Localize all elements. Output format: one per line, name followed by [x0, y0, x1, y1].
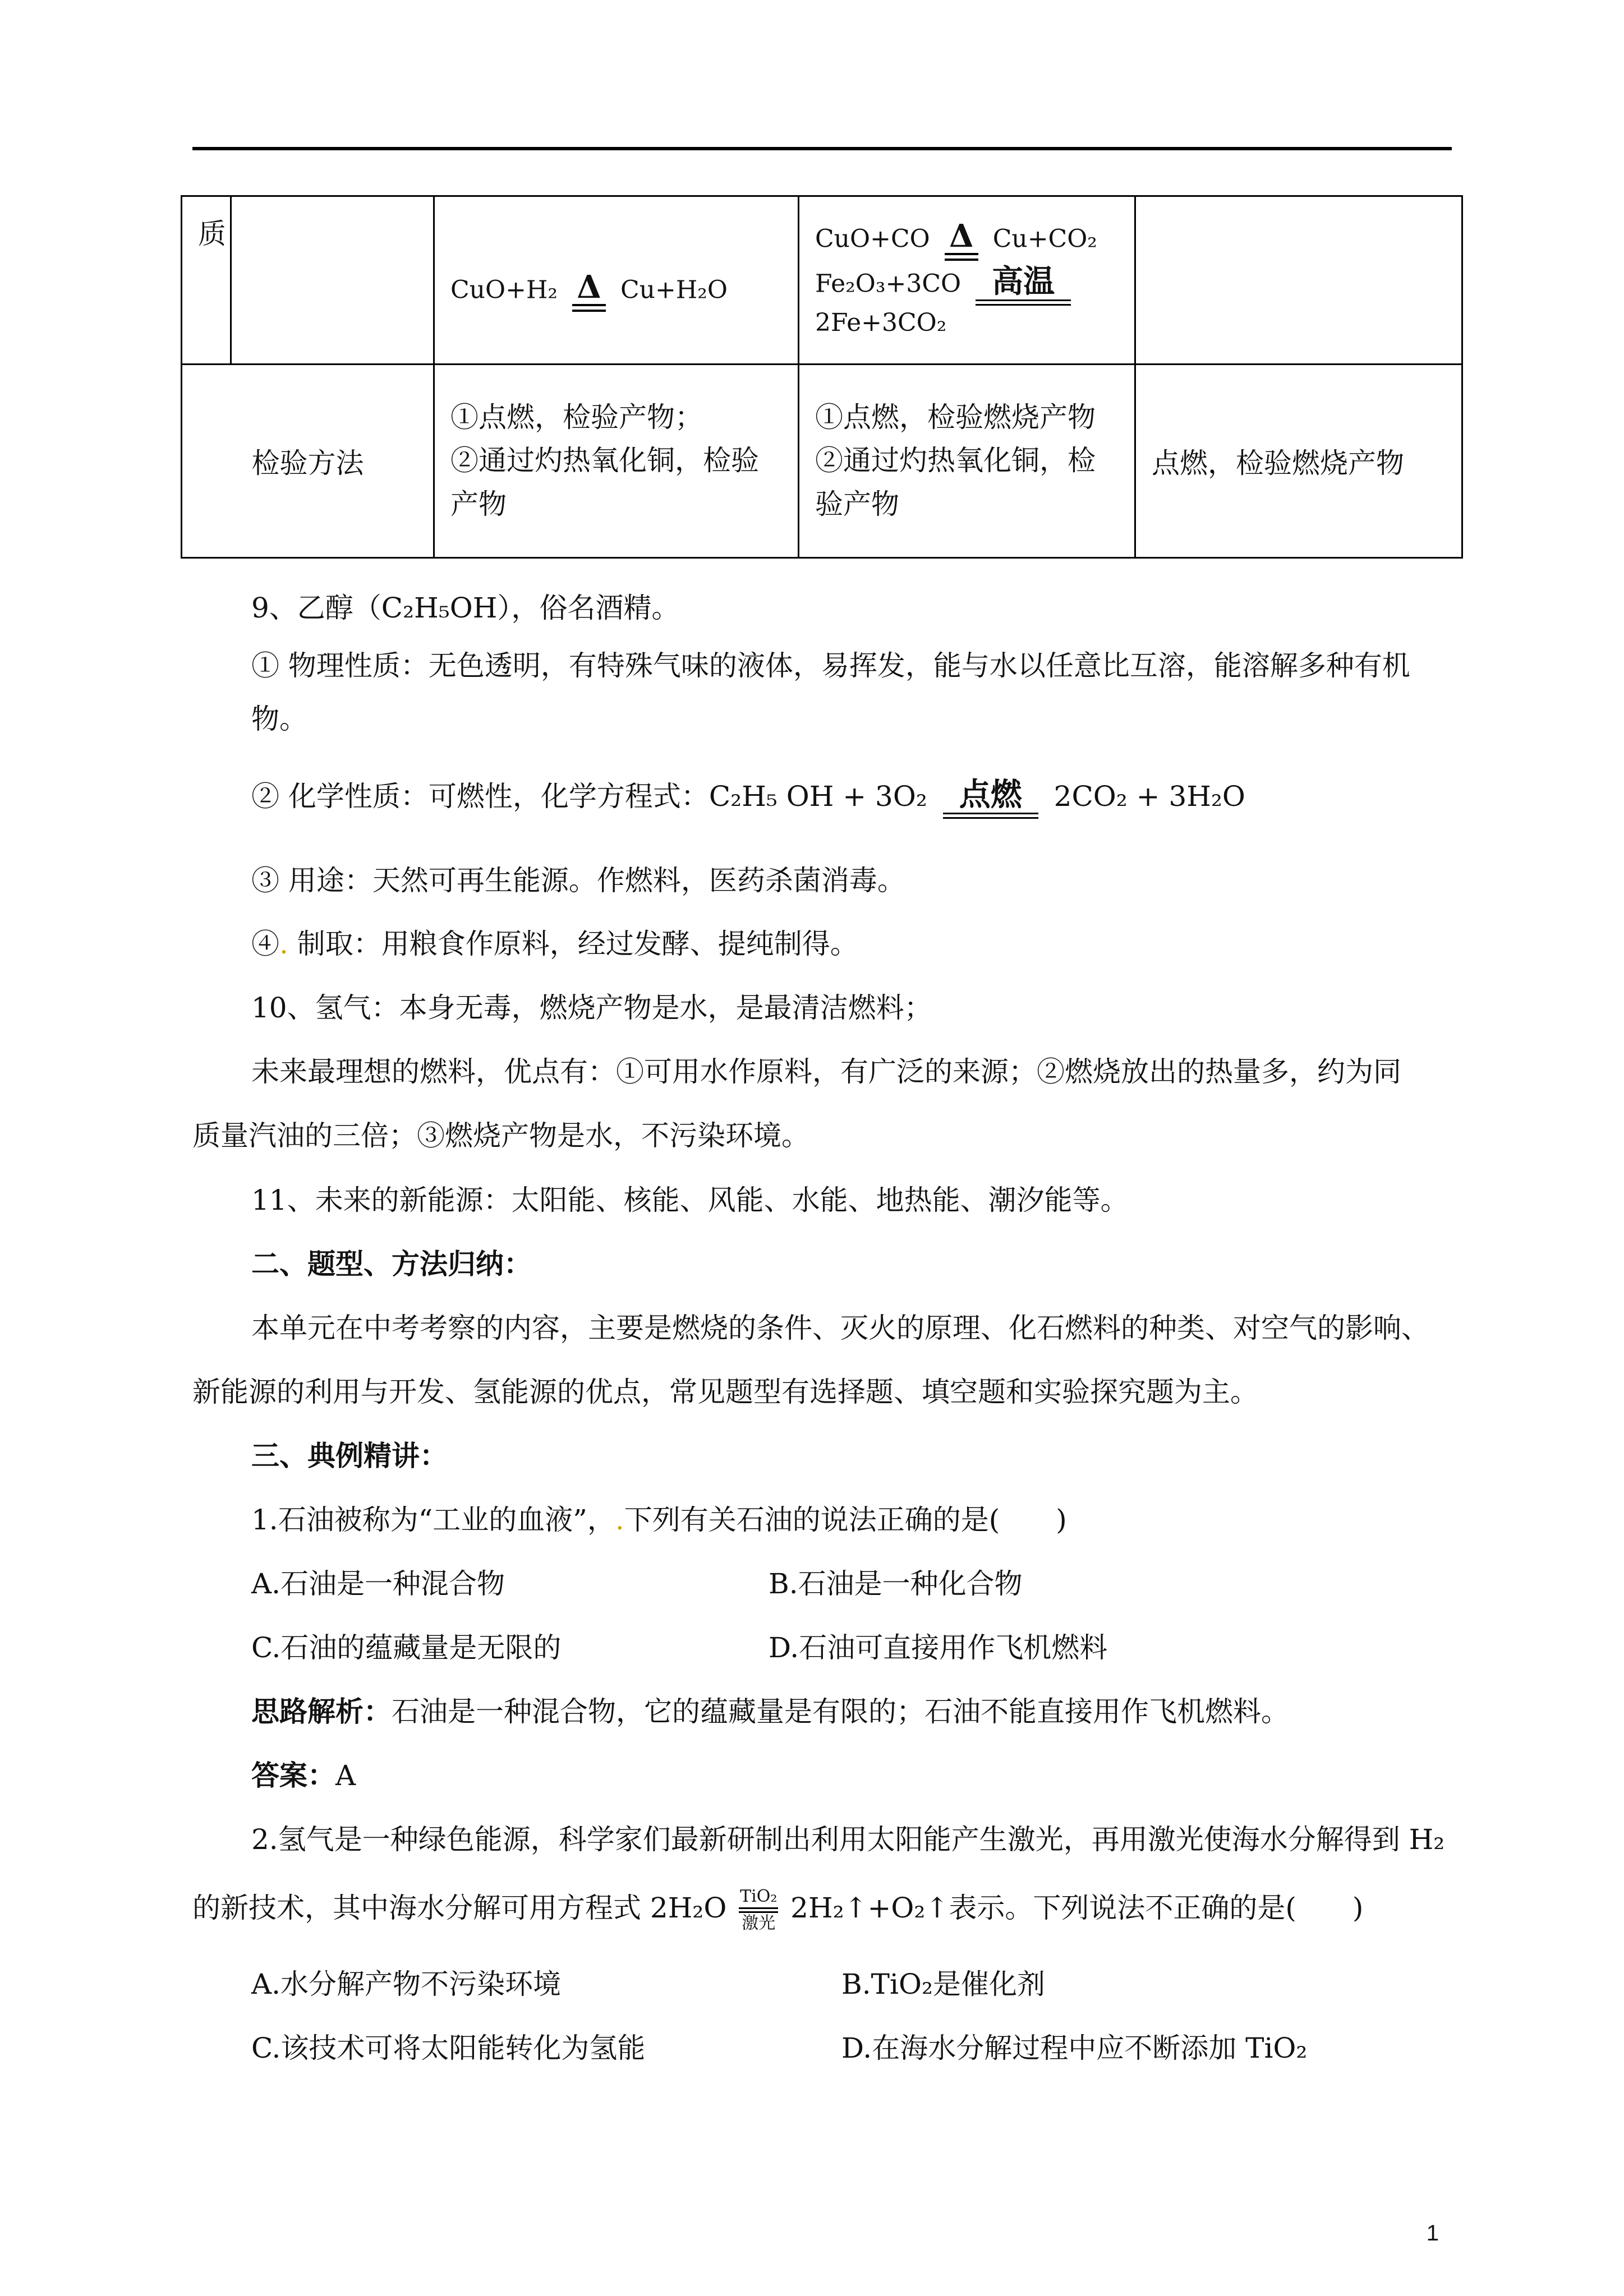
q2-option-b: B.TiO₂是催化剂: [841, 1968, 1046, 2000]
header-rule: [192, 147, 1452, 150]
h2-test-cell: [434, 365, 799, 558]
question-types-body-1: 本单元在中考考察的内容，主要是燃烧的条件、灭火的原理、化石燃料的种类、对空气的影响、: [251, 1312, 1429, 1344]
table-row: [182, 196, 1462, 365]
heat-condition: [945, 217, 978, 261]
answer-text: A: [335, 1759, 356, 1792]
heading-question-types: 二、题型、方法归纳：: [251, 1247, 532, 1280]
ethanol-eq-right: 2CO₂ + 3H₂O: [1053, 780, 1245, 813]
co-test-2: ②通过灼热氧化铜，检验产物: [815, 444, 1096, 520]
q1-option-c: C.石油的蕴藏量是无限的: [251, 1631, 562, 1664]
question-2-line-1: 2.氢气是一种绿色能源，科学家们最新研制出利用太阳能产生激光，再用激光使海水分解得到 H₂: [251, 1823, 1445, 1856]
co-eq2-left: Fe₂O₃+3CO: [815, 269, 961, 298]
section-11: 11、未来的新能源：太阳能、核能、风能、水能、地热能、潮汐能等。: [251, 1184, 1129, 1216]
row-label-property: 质: [182, 196, 231, 365]
h2-eq-left: CuO+H₂: [450, 275, 558, 304]
section-9-physical: [251, 639, 1452, 746]
q2-stem-b: 2H₂↑+O₂↑表示。下列说法不正确的是( ): [790, 1892, 1364, 1924]
section-10: 10、氢气：本身无毒，燃烧产物是水，是最清洁燃料；: [251, 992, 932, 1024]
h2-test-1: ①点燃，检验产物；: [450, 400, 703, 434]
section-9-production: [251, 921, 1452, 962]
co-test-1: ①点燃，检验燃烧产物: [815, 400, 1096, 434]
co-eq2-right: 2Fe+3CO₂: [815, 308, 947, 337]
section-9-chemical: [251, 774, 1452, 819]
analysis-text: 石油是一种混合物，它的蕴藏量是有限的；石油不能直接用作飞机燃料。: [392, 1695, 1289, 1728]
question-2-line-2: [192, 1885, 1452, 1932]
q1-stem-a: 1.石油被称为“工业的血液”，: [251, 1504, 615, 1536]
catalyst-label: TiO₂: [740, 1887, 778, 1906]
q2-option-c: C.该技术可将太阳能转化为氢能: [251, 2032, 646, 2064]
high-temp-label: 高温: [992, 262, 1055, 300]
ignite-condition: [943, 778, 1038, 819]
q1-answer: [251, 1753, 1452, 1794]
section-10-more-1: 未来最理想的燃料，优点有：①可用水作原料，有广泛的来源；②燃烧放出的热量多，约为同: [251, 1055, 1401, 1088]
physical-properties-text: ① 物理性质：无色透明，有特殊气味的液体，易挥发，能与水以任意比互溶，能溶解多种有机物。: [251, 649, 1410, 735]
ignite-label: 点燃: [959, 776, 1022, 814]
delta-symbol: Δ: [949, 217, 974, 255]
h2-equation-cell: [434, 196, 799, 365]
co-eq1-right: Cu+CO₂: [992, 224, 1097, 253]
question-1-stem: [251, 1497, 1452, 1538]
ch4-test-cell: 点燃，检验燃烧产物: [1135, 365, 1462, 558]
co-test-cell: [799, 365, 1135, 558]
properties-table: [181, 195, 1463, 559]
q1-analysis: [251, 1689, 1452, 1730]
answer-label: 答案：: [251, 1759, 335, 1792]
section-10-more-2: 质量汽油的三倍；③燃烧产物是水，不污染环境。: [192, 1119, 809, 1152]
q2-reaction-condition: [739, 1888, 778, 1932]
page-number: 1: [1426, 2221, 1439, 2246]
section-9-title: 9、乙醇（C₂H₅OH），俗名酒精。: [251, 592, 680, 624]
question-types-body-2: 新能源的利用与开发、氢能源的优点，常见题型有选择题、填空题和实验探究题为主。: [192, 1376, 1258, 1408]
delta-symbol: Δ: [577, 268, 601, 306]
q2-option-a: A.水分解产物不污染环境: [251, 1968, 562, 2000]
q1-option-a: A.石油是一种混合物: [251, 1567, 505, 1600]
item-number: ④: [251, 928, 279, 960]
q1-stem-b: 下列有关石油的说法正确的是( ): [624, 1504, 1067, 1536]
heading-examples: 三、典例精讲：: [251, 1439, 448, 1472]
empty-cell: [231, 196, 434, 365]
row-label-test-method: 检验方法: [182, 365, 434, 558]
production-text: 制取：用粮食作原料，经过发酵、提纯制得。: [288, 928, 858, 960]
q2-option-d: D.在海水分解过程中应不断添加 TiO₂: [841, 2032, 1308, 2064]
q2-stem-a: 的新技术，其中海水分解可用方程式 2H₂O: [192, 1892, 727, 1924]
q1-option-d: D.石油可直接用作飞机燃料: [769, 1631, 1108, 1664]
co-eq1-left: CuO+CO: [815, 224, 930, 253]
h2-test-2: ②通过灼热氧化铜，检验产物: [450, 444, 759, 520]
heat-condition: [572, 268, 606, 312]
h2-eq-right: Cu+H₂O: [620, 275, 728, 304]
ethanol-eq-left: ② 化学性质：可燃性，化学方程式：C₂H₅ OH + 3O₂: [251, 780, 927, 813]
high-temp-condition: [976, 262, 1071, 306]
analysis-label: 思路解析：: [251, 1695, 392, 1728]
laser-label: 激光: [742, 1914, 776, 1933]
co-equation-cell: [799, 196, 1135, 365]
table-row: [182, 365, 1462, 558]
highlight-mark: .: [279, 928, 288, 960]
empty-cell: [1135, 196, 1462, 365]
q1-option-b: B.石油是一种化合物: [769, 1567, 1023, 1600]
highlight-mark: .: [615, 1504, 624, 1536]
section-9-use: ③ 用途：天然可再生能源。作燃料，医药杀菌消毒。: [251, 864, 905, 897]
